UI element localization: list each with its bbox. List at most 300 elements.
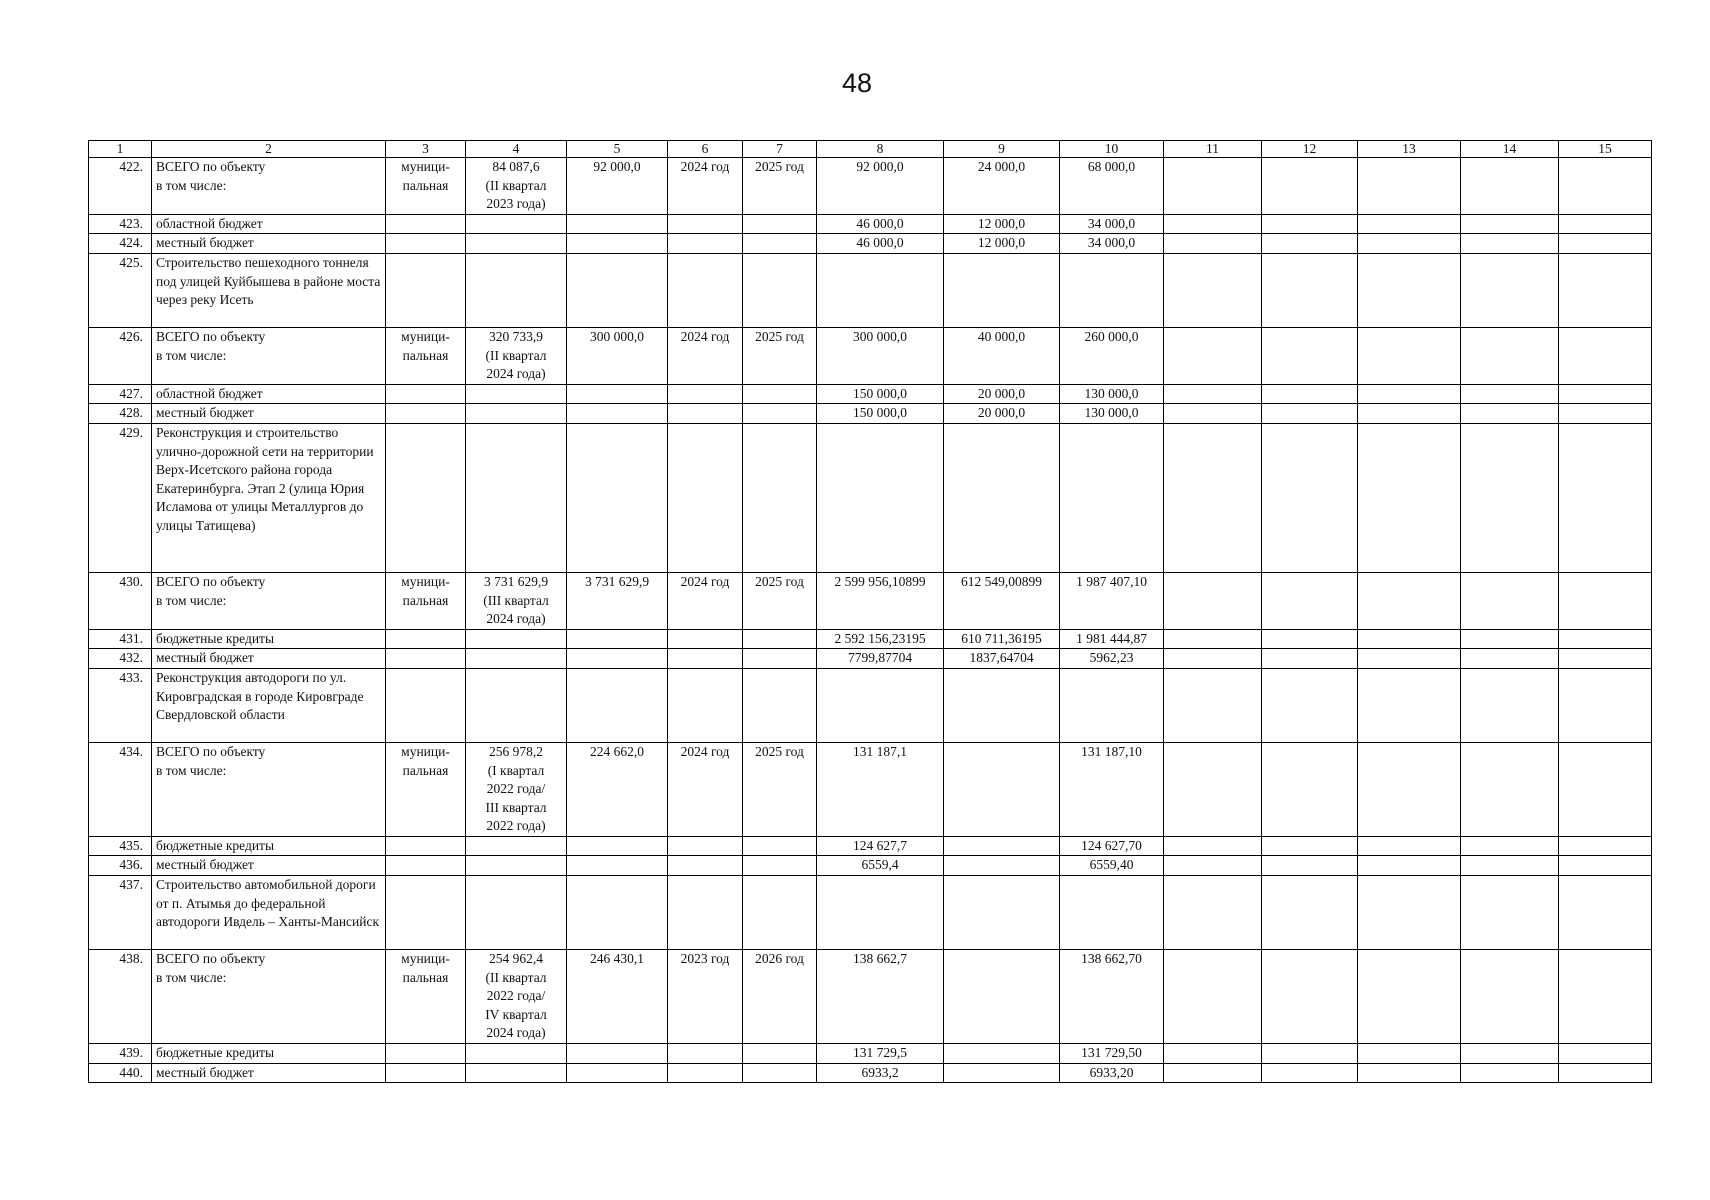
total-amount-cell: [817, 158, 944, 215]
ownership-cell: [386, 384, 466, 404]
start-year-cell: [668, 234, 743, 254]
amount-year2-cell: [1060, 404, 1164, 424]
ownership-cell: [386, 856, 466, 876]
estimated-cost-cell: [466, 404, 567, 424]
row-number-cell: [89, 214, 152, 234]
total-amount-cell: [817, 253, 944, 327]
empty-col-13-cell: [1358, 629, 1461, 649]
budget-table: [88, 140, 1652, 1083]
amount-year2-cell: [1060, 423, 1164, 572]
ownership-text: муници- пальная: [401, 573, 450, 608]
page-number: 48: [841, 68, 873, 98]
amount-year2-cell: [1060, 649, 1164, 669]
cost-limit-cell: [567, 1044, 668, 1064]
cost-limit-cell: [567, 668, 668, 742]
header-cell: 14: [1461, 141, 1559, 158]
empty-col-14-cell: [1461, 876, 1559, 950]
empty-col-15-cell: [1559, 950, 1652, 1044]
total-amount-cell: [817, 423, 944, 572]
amount-year1-cell: [944, 876, 1060, 950]
table-row: [89, 253, 1652, 327]
table-row: [89, 423, 1652, 572]
empty-col-14-cell: [1461, 1063, 1559, 1083]
amount-year2-cell: [1060, 629, 1164, 649]
total-amount-cell: [817, 629, 944, 649]
table-row: [89, 1063, 1652, 1083]
amount-year1-cell: [944, 742, 1060, 836]
amount-year2-cell: [1060, 950, 1164, 1044]
empty-col-14-cell: [1461, 742, 1559, 836]
empty-col-15-cell: [1559, 629, 1652, 649]
total-amount-cell: [817, 384, 944, 404]
empty-col-15-cell: [1559, 649, 1652, 669]
estimated-cost-text: 256 978,2 (I квартал 2022 года/ III квартал 2022 года): [485, 743, 547, 834]
amount-year2-text: 131 729,50: [1081, 1045, 1142, 1061]
amount-year1-cell: [944, 327, 1060, 384]
amount-year2-text: 68 000,0: [1087, 159, 1136, 174]
estimated-cost-cell: [466, 384, 567, 404]
amount-year2-cell: [1060, 1063, 1164, 1083]
row-number-cell: [89, 950, 152, 1044]
total-amount-cell: [817, 836, 944, 856]
estimated-cost-text: 84 087,6 (II квартал 2023 года): [485, 159, 547, 212]
end-year-text: 2025 год: [755, 159, 804, 174]
estimated-cost-cell: [466, 214, 567, 234]
object-name-cell: [152, 856, 386, 876]
table-row: [89, 158, 1652, 215]
row-number-text: 439.: [119, 1045, 143, 1061]
row-number-text: 435.: [119, 837, 143, 853]
empty-col-11-cell: [1164, 668, 1262, 742]
object-name-text: местный бюджет: [156, 857, 254, 873]
empty-col-14-cell: [1461, 384, 1559, 404]
empty-col-15-cell: [1559, 1063, 1652, 1083]
row-number-cell: [89, 1044, 152, 1064]
row-number-text: 422.: [119, 159, 143, 174]
empty-col-13-cell: [1358, 158, 1461, 215]
start-year-cell: [668, 572, 743, 629]
amount-year2-cell: [1060, 572, 1164, 629]
end-year-cell: [743, 856, 817, 876]
empty-col-13-cell: [1358, 327, 1461, 384]
row-number-text: 436.: [119, 857, 143, 873]
object-name-cell: [152, 629, 386, 649]
empty-col-13-cell: [1358, 742, 1461, 836]
empty-col-14-cell: [1461, 1044, 1559, 1064]
start-year-cell: [668, 649, 743, 669]
object-name-cell: [152, 742, 386, 836]
object-name-cell: [152, 158, 386, 215]
object-name-text: бюджетные кредиты: [156, 837, 275, 853]
empty-col-13-cell: [1358, 384, 1461, 404]
table-row: [89, 404, 1652, 424]
estimated-cost-cell: [466, 950, 567, 1044]
empty-col-12-cell: [1262, 423, 1358, 572]
row-number-cell: [89, 742, 152, 836]
empty-col-13-cell: [1358, 649, 1461, 669]
empty-col-11-cell: [1164, 384, 1262, 404]
empty-col-13-cell: [1358, 950, 1461, 1044]
row-number-cell: [89, 649, 152, 669]
empty-col-15-cell: [1559, 404, 1652, 424]
empty-col-12-cell: [1262, 649, 1358, 669]
amount-year1-cell: [944, 384, 1060, 404]
empty-col-13-cell: [1358, 1063, 1461, 1083]
start-year-cell: [668, 158, 743, 215]
empty-col-12-cell: [1262, 836, 1358, 856]
empty-col-11-cell: [1164, 158, 1262, 215]
amount-year1-text: 12 000,0: [977, 215, 1026, 231]
amount-year1-cell: [944, 668, 1060, 742]
total-amount-text: 46 000,0: [856, 235, 904, 251]
empty-col-13-cell: [1358, 1044, 1461, 1064]
ownership-cell: [386, 629, 466, 649]
object-name-text: ВСЕГО по объекту в том числе:: [156, 743, 266, 778]
table-row: [89, 836, 1652, 856]
amount-year1-text: 40 000,0: [977, 328, 1026, 344]
cost-limit-cell: [567, 404, 668, 424]
end-year-cell: [743, 384, 817, 404]
end-year-cell: [743, 327, 817, 384]
header-cell: 11: [1164, 141, 1262, 158]
amount-year2-text: 260 000,0: [1084, 328, 1139, 344]
empty-col-14-cell: [1461, 158, 1559, 215]
amount-year2-cell: [1060, 742, 1164, 836]
ownership-cell: [386, 649, 466, 669]
ownership-cell: [386, 876, 466, 950]
amount-year2-text: 138 662,70: [1081, 951, 1142, 967]
end-year-cell: [743, 1044, 817, 1064]
header-cell: 6: [668, 141, 743, 158]
estimated-cost-cell: [466, 1063, 567, 1083]
start-year-cell: [668, 742, 743, 836]
amount-year1-cell: [944, 158, 1060, 215]
object-name-text: ВСЕГО по объекту в том числе:: [156, 573, 266, 608]
cost-limit-text: 300 000,0: [590, 328, 644, 344]
empty-col-12-cell: [1262, 1063, 1358, 1083]
estimated-cost-cell: [466, 629, 567, 649]
empty-col-11-cell: [1164, 253, 1262, 327]
empty-col-13-cell: [1358, 234, 1461, 254]
object-name-text: местный бюджет: [156, 650, 254, 666]
cost-limit-cell: [567, 572, 668, 629]
table-row: [89, 950, 1652, 1044]
empty-col-14-cell: [1461, 649, 1559, 669]
empty-col-13-cell: [1358, 253, 1461, 327]
ownership-cell: [386, 253, 466, 327]
row-number-cell: [89, 572, 152, 629]
header-cell: 9: [944, 141, 1060, 158]
amount-year2-cell: [1060, 158, 1164, 215]
end-year-cell: [743, 629, 817, 649]
amount-year1-text: 612 549,00899: [961, 573, 1042, 589]
ownership-cell: [386, 572, 466, 629]
header-cell: 8: [817, 141, 944, 158]
empty-col-12-cell: [1262, 158, 1358, 215]
object-name-text: местный бюджет: [156, 235, 254, 251]
amount-year1-cell: [944, 253, 1060, 327]
table-row: [89, 649, 1652, 669]
empty-col-14-cell: [1461, 404, 1559, 424]
start-year-text: 2024 год: [680, 573, 730, 589]
ownership-cell: [386, 423, 466, 572]
cost-limit-cell: [567, 384, 668, 404]
total-amount-text: 300 000,0: [853, 328, 907, 344]
empty-col-11-cell: [1164, 1044, 1262, 1064]
row-number-text: 433.: [119, 669, 143, 685]
table-row: [89, 629, 1652, 649]
total-amount-cell: [817, 649, 944, 669]
ownership-cell: [386, 1063, 466, 1083]
empty-col-14-cell: [1461, 856, 1559, 876]
amount-year2-text: 6559,40: [1089, 857, 1134, 873]
empty-col-15-cell: [1559, 668, 1652, 742]
empty-col-13-cell: [1358, 876, 1461, 950]
total-amount-text: 6933,2: [861, 1064, 899, 1080]
row-number-text: 423.: [119, 215, 143, 231]
empty-col-14-cell: [1461, 253, 1559, 327]
row-number-text: 440.: [119, 1064, 143, 1080]
cost-limit-cell: [567, 742, 668, 836]
object-name-cell: [152, 1063, 386, 1083]
total-amount-text: 46 000,0: [856, 215, 904, 231]
empty-col-12-cell: [1262, 629, 1358, 649]
end-year-cell: [743, 253, 817, 327]
table-row: [89, 214, 1652, 234]
table-row: [89, 1044, 1652, 1064]
amount-year2-text: 131 187,10: [1081, 743, 1142, 759]
cost-limit-cell: [567, 423, 668, 572]
amount-year2-cell: [1060, 234, 1164, 254]
header-cell: 3: [386, 141, 466, 158]
start-year-cell: [668, 836, 743, 856]
estimated-cost-cell: [466, 423, 567, 572]
empty-col-14-cell: [1461, 629, 1559, 649]
empty-col-12-cell: [1262, 214, 1358, 234]
estimated-cost-cell: [466, 856, 567, 876]
object-name-cell: [152, 1044, 386, 1064]
empty-col-13-cell: [1358, 404, 1461, 424]
row-number-cell: [89, 1063, 152, 1083]
empty-col-11-cell: [1164, 404, 1262, 424]
ownership-cell: [386, 404, 466, 424]
total-amount-cell: [817, 668, 944, 742]
cost-limit-text: 3 731 629,9: [584, 573, 650, 589]
start-year-cell: [668, 876, 743, 950]
cost-limit-cell: [567, 327, 668, 384]
object-name-cell: [152, 423, 386, 572]
amount-year1-text: 12 000,0: [977, 235, 1026, 251]
end-year-cell: [743, 836, 817, 856]
table-header-row: [89, 141, 1652, 158]
cost-limit-cell: [567, 214, 668, 234]
empty-col-12-cell: [1262, 234, 1358, 254]
empty-col-12-cell: [1262, 668, 1358, 742]
row-number-text: 428.: [119, 405, 143, 421]
amount-year2-cell: [1060, 876, 1164, 950]
amount-year1-cell: [944, 950, 1060, 1044]
row-number-text: 427.: [119, 385, 143, 401]
row-number-cell: [89, 856, 152, 876]
row-number-cell: [89, 423, 152, 572]
estimated-cost-cell: [466, 1044, 567, 1064]
header-cell: 7: [743, 141, 817, 158]
empty-col-15-cell: [1559, 836, 1652, 856]
object-name-text: Строительство пешеходного тоннеля под улицей Куйбышева в районе моста через реку Исеть: [156, 254, 381, 308]
empty-col-12-cell: [1262, 327, 1358, 384]
start-year-cell: [668, 214, 743, 234]
amount-year2-text: 34 000,0: [1087, 215, 1136, 231]
start-year-cell: [668, 629, 743, 649]
object-name-cell: [152, 327, 386, 384]
end-year-cell: [743, 423, 817, 572]
cost-limit-cell: [567, 836, 668, 856]
empty-col-15-cell: [1559, 742, 1652, 836]
object-name-text: бюджетные кредиты: [156, 630, 275, 646]
empty-col-14-cell: [1461, 234, 1559, 254]
row-number-cell: [89, 836, 152, 856]
estimated-cost-cell: [466, 158, 567, 215]
ownership-cell: [386, 234, 466, 254]
row-number-cell: [89, 253, 152, 327]
empty-col-15-cell: [1559, 384, 1652, 404]
amount-year1-text: 20 000,0: [977, 385, 1026, 401]
ownership-cell: [386, 742, 466, 836]
row-number-cell: [89, 384, 152, 404]
ownership-cell: [386, 950, 466, 1044]
amount-year1-cell: [944, 423, 1060, 572]
amount-year2-cell: [1060, 214, 1164, 234]
empty-col-15-cell: [1559, 572, 1652, 629]
cost-limit-cell: [567, 856, 668, 876]
empty-col-11-cell: [1164, 742, 1262, 836]
estimated-cost-cell: [466, 742, 567, 836]
estimated-cost-cell: [466, 649, 567, 669]
object-name-cell: [152, 572, 386, 629]
table-row: [89, 327, 1652, 384]
estimated-cost-cell: [466, 327, 567, 384]
row-number-text: 429.: [119, 424, 143, 440]
empty-col-13-cell: [1358, 856, 1461, 876]
empty-col-15-cell: [1559, 1044, 1652, 1064]
empty-col-13-cell: [1358, 668, 1461, 742]
start-year-text: 2024 год: [680, 743, 730, 759]
table-row: [89, 384, 1652, 404]
amount-year2-text: 130 000,0: [1084, 405, 1139, 421]
empty-col-14-cell: [1461, 327, 1559, 384]
empty-col-14-cell: [1461, 423, 1559, 572]
total-amount-cell: [817, 404, 944, 424]
amount-year1-cell: [944, 629, 1060, 649]
end-year-cell: [743, 1063, 817, 1083]
row-number-text: 434.: [119, 743, 143, 759]
amount-year1-cell: [944, 1044, 1060, 1064]
amount-year1-text: 610 711,36195: [961, 630, 1042, 646]
ownership-text: муници- пальная: [401, 328, 450, 363]
row-number-cell: [89, 629, 152, 649]
empty-col-12-cell: [1262, 404, 1358, 424]
empty-col-11-cell: [1164, 876, 1262, 950]
start-year-cell: [668, 253, 743, 327]
start-year-cell: [668, 668, 743, 742]
total-amount-cell: [817, 1044, 944, 1064]
row-number-cell: [89, 158, 152, 215]
total-amount-cell: [817, 950, 944, 1044]
end-year-cell: [743, 876, 817, 950]
estimated-cost-cell: [466, 668, 567, 742]
empty-col-13-cell: [1358, 836, 1461, 856]
empty-col-11-cell: [1164, 836, 1262, 856]
table-row: [89, 234, 1652, 254]
cost-limit-cell: [567, 876, 668, 950]
end-year-text: 2026 год: [755, 951, 804, 967]
empty-col-12-cell: [1262, 384, 1358, 404]
header-cell: 10: [1060, 141, 1164, 158]
total-amount-cell: [817, 1063, 944, 1083]
object-name-cell: [152, 253, 386, 327]
object-name-text: областной бюджет: [156, 385, 263, 401]
empty-col-11-cell: [1164, 327, 1262, 384]
empty-col-13-cell: [1358, 423, 1461, 572]
object-name-cell: [152, 404, 386, 424]
empty-col-12-cell: [1262, 253, 1358, 327]
amount-year2-text: 5962,23: [1089, 650, 1134, 666]
cost-limit-cell: [567, 158, 668, 215]
amount-year1-cell: [944, 214, 1060, 234]
amount-year1-cell: [944, 234, 1060, 254]
amount-year1-cell: [944, 572, 1060, 629]
total-amount-text: 7799,87704: [847, 650, 913, 666]
empty-col-12-cell: [1262, 950, 1358, 1044]
empty-col-11-cell: [1164, 423, 1262, 572]
estimated-cost-text: 320 733,9 (II квартал 2024 года): [485, 328, 547, 382]
end-year-cell: [743, 950, 817, 1044]
empty-col-15-cell: [1559, 876, 1652, 950]
empty-col-11-cell: [1164, 950, 1262, 1044]
empty-col-15-cell: [1559, 327, 1652, 384]
empty-col-14-cell: [1461, 668, 1559, 742]
object-name-cell: [152, 234, 386, 254]
end-year-text: 2025 год: [755, 328, 804, 344]
object-name-cell: [152, 668, 386, 742]
table-row: [89, 876, 1652, 950]
total-amount-text: 138 662,7: [853, 951, 907, 967]
cost-limit-cell: [567, 950, 668, 1044]
empty-col-11-cell: [1164, 856, 1262, 876]
empty-col-14-cell: [1461, 950, 1559, 1044]
cost-limit-cell: [567, 253, 668, 327]
object-name-cell: [152, 950, 386, 1044]
row-number-text: 425.: [119, 254, 143, 270]
total-amount-text: 150 000,0: [853, 405, 907, 421]
header-cell: 2: [152, 141, 386, 158]
table-row: [89, 572, 1652, 629]
cost-limit-text: 224 662,0: [590, 743, 644, 759]
row-number-cell: [89, 327, 152, 384]
amount-year1-cell: [944, 856, 1060, 876]
empty-col-11-cell: [1164, 572, 1262, 629]
amount-year1-cell: [944, 836, 1060, 856]
cost-limit-text: 92 000,0: [593, 159, 641, 174]
amount-year1-cell: [944, 404, 1060, 424]
total-amount-cell: [817, 572, 944, 629]
amount-year2-text: 1 981 444,87: [1076, 630, 1147, 646]
empty-col-15-cell: [1559, 234, 1652, 254]
object-name-cell: [152, 214, 386, 234]
header-cell: 1: [89, 141, 152, 158]
total-amount-text: 92 000,0: [856, 159, 904, 174]
empty-col-14-cell: [1461, 572, 1559, 629]
